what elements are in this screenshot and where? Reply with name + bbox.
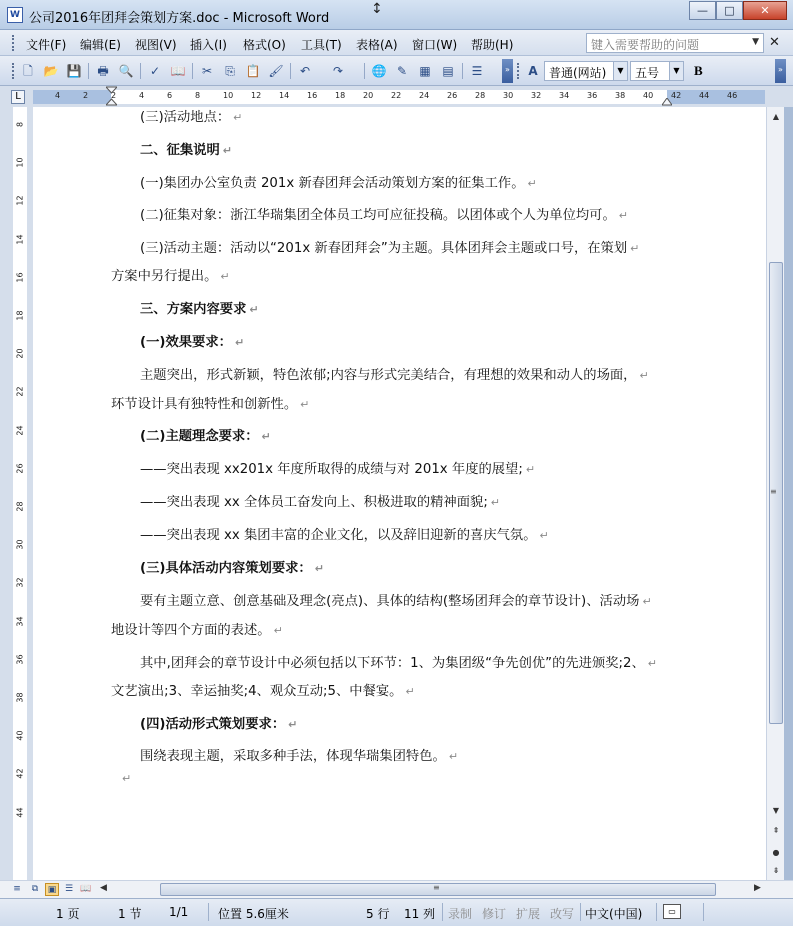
document-paragraph[interactable] <box>140 652 657 671</box>
indent-marker-icon[interactable] <box>106 86 117 107</box>
status-separator <box>703 903 704 921</box>
menu-table[interactable]: 表格(A) <box>356 38 398 52</box>
vertical-ruler-tick-label: 32 <box>15 577 25 588</box>
status-page: 1 页 <box>56 907 80 921</box>
document-paragraph[interactable] <box>140 491 500 510</box>
paragraph-text: 主题突出，形式新颖，特色浓郁;内容与形式完美结合，有理想的效果和动人的场面， <box>140 368 637 383</box>
chevron-down-icon[interactable]: ▼ <box>752 37 759 47</box>
toolbar-separator <box>462 63 463 79</box>
paragraph-text: (三)活动地点： <box>140 110 231 125</box>
document-paragraph[interactable] <box>111 265 230 284</box>
spelling-icon[interactable]: ✓ <box>149 64 161 78</box>
ruler-tick-label: 10 <box>223 91 234 100</box>
paragraph-mark-icon: ↵ <box>261 430 271 443</box>
menu-help[interactable]: 帮助(H) <box>471 38 514 52</box>
bold-button[interactable]: B <box>694 63 703 78</box>
ruler-tick-label: 28 <box>475 91 486 100</box>
document-paragraph[interactable] <box>111 619 283 638</box>
vertical-ruler-tick-label: 30 <box>15 539 25 550</box>
help-placeholder: 键入需要帮助的问题 <box>591 38 700 52</box>
paragraph-mark-icon: ↵ <box>288 718 298 731</box>
status-separator <box>656 903 657 921</box>
close-button[interactable]: ✕ <box>743 1 787 20</box>
ruler-tick-label: 44 <box>699 91 710 100</box>
toolbar-separator <box>192 63 193 79</box>
paragraph-mark-icon: ↵ <box>630 242 640 255</box>
ruler-tick-label: 20 <box>363 91 374 100</box>
vertical-ruler-tick-label: 28 <box>15 501 25 512</box>
undo-icon[interactable]: ↶ <box>299 64 311 78</box>
redo-icon[interactable]: ↷ <box>332 64 344 78</box>
ruler-tick-label: 32 <box>531 91 542 100</box>
status-bar <box>0 898 793 926</box>
paragraph-text: 三、方案内容要求 <box>140 302 247 317</box>
vertical-ruler-tick-label: 18 <box>15 310 25 321</box>
document-paragraph[interactable] <box>140 524 549 543</box>
document-paragraph[interactable] <box>140 590 652 609</box>
vertical-ruler-tick-label: 16 <box>15 272 25 283</box>
document-heading[interactable] <box>140 139 232 158</box>
ruler-tick-label: 8 <box>195 91 201 100</box>
paragraph-text: ——突出表现 xx201x 年度所取得的成绩与对 201x 年度的展望; <box>140 462 523 477</box>
ruler-tick-label: 26 <box>447 91 458 100</box>
paragraph-text: (三)活动主题：活动以“201x 新春团拜会”为主题。具体团拜会主题或口号，在策划 <box>140 241 628 256</box>
vertical-ruler-tick-label: 8 <box>15 121 25 128</box>
menu-edit[interactable]: 编辑(E) <box>80 38 121 52</box>
research-icon[interactable]: 📖 <box>170 64 186 78</box>
title-bar <box>0 0 793 30</box>
menu-grip-handle[interactable] <box>12 35 15 51</box>
paragraph-mark-icon: ↵ <box>122 772 132 785</box>
toolbar-grip-handle[interactable] <box>12 63 15 79</box>
window-controls <box>689 1 787 20</box>
paragraph-text: 二、征集说明 <box>140 143 220 158</box>
status-separator <box>580 903 581 921</box>
ruler-tick-label: 12 <box>251 91 262 100</box>
ruler-tick-label: 4 <box>55 91 61 100</box>
scroll-down-icon[interactable]: ▼ <box>772 806 780 815</box>
format-toolbar-options-chevron-icon[interactable]: » <box>775 59 786 83</box>
paragraph-text: 方案中另行提出。 <box>111 269 218 284</box>
insert-table-icon[interactable]: ▦ <box>419 64 431 78</box>
ruler-tick-label: 46 <box>727 91 738 100</box>
vertical-scrollbar[interactable] <box>766 107 784 880</box>
vertical-ruler-tick-label: 36 <box>15 654 25 665</box>
paragraph-mark-icon: ↵ <box>618 209 628 222</box>
status-separator <box>208 903 209 921</box>
vertical-ruler-tick-label: 14 <box>15 234 25 245</box>
status-extend[interactable]: 扩展 <box>516 907 541 921</box>
horizontal-scroll-bar <box>0 880 793 898</box>
scroll-right-icon[interactable]: ▶ <box>754 883 761 893</box>
save-icon[interactable]: 💾 <box>66 64 82 78</box>
maximize-button[interactable]: □ <box>716 1 743 20</box>
paragraph-text: (四)活动形式策划要求： <box>140 717 286 732</box>
vertical-ruler-tick-label: 24 <box>15 425 25 436</box>
tab-selector-button[interactable]: L <box>11 90 25 104</box>
document-paragraph[interactable] <box>119 771 131 786</box>
paragraph-mark-icon: ↵ <box>525 463 536 476</box>
status-language: 中文(中国) <box>585 907 643 921</box>
vertical-ruler-tick-label: 42 <box>15 768 25 779</box>
next-page-icon[interactable]: ⇟ <box>772 866 780 875</box>
status-page-of: 1/1 <box>169 905 189 919</box>
menu-insert[interactable]: 插入(I) <box>190 38 227 52</box>
insert-excel-icon[interactable]: ▤ <box>442 64 454 78</box>
toolbar-separator <box>364 63 365 79</box>
document-paragraph[interactable] <box>140 237 639 256</box>
paragraph-text: 其中,团拜会的章节设计中必须包括以下环节：1、为集团级“争先创优”的先进颁奖;2、 <box>140 656 645 671</box>
ruler-tick-label: 40 <box>643 91 654 100</box>
style-value: 普通(网站) <box>549 66 607 80</box>
vertical-ruler-strip <box>13 107 27 880</box>
ruler-tick-label: 2 <box>83 91 89 100</box>
cut-icon[interactable]: ✂ <box>201 64 213 78</box>
status-overtype[interactable]: 改写 <box>550 907 575 921</box>
columns-icon[interactable]: ☰ <box>471 64 483 78</box>
format-painter-icon[interactable]: 🖌 <box>268 64 284 78</box>
status-record[interactable]: 录制 <box>448 907 473 921</box>
menu-bar <box>0 30 793 56</box>
document-paragraph[interactable] <box>140 204 628 223</box>
vertical-ruler <box>0 107 33 880</box>
paragraph-mark-icon: ↵ <box>448 750 459 763</box>
toolbar-separator <box>290 63 291 79</box>
toolbar <box>0 56 793 86</box>
font-size-select[interactable] <box>630 61 684 81</box>
paragraph-mark-icon: ↵ <box>490 496 501 509</box>
paragraph-mark-icon: ↵ <box>647 657 658 670</box>
toolbar-options-chevron-icon[interactable]: » <box>502 59 513 83</box>
scroll-grip-icon: ≡ <box>770 487 777 496</box>
ruler-tick-label: 4 <box>139 91 145 100</box>
document-heading[interactable] <box>140 331 244 350</box>
previous-page-icon[interactable]: ⇞ <box>772 826 780 835</box>
vertical-ruler-tick-label: 26 <box>15 463 25 474</box>
paragraph-text: (一)集团办公室负责 201x 新春团拜会活动策划方案的征集工作。 <box>140 176 525 191</box>
word-app-icon[interactable]: W <box>7 7 23 23</box>
document-heading[interactable] <box>140 298 259 317</box>
document-heading[interactable] <box>140 557 324 576</box>
vertical-ruler-tick-label: 20 <box>15 348 25 359</box>
ruler-tick-label: 22 <box>391 91 402 100</box>
web-layout-view-icon[interactable]: ⧉ <box>31 884 39 894</box>
window-title: 公司2016年团拜会策划方案.doc - Microsoft Word <box>29 11 330 26</box>
status-position: 位置 5.6厘米 <box>218 907 289 921</box>
menu-tools[interactable]: 工具(T) <box>301 38 342 52</box>
vertical-ruler-tick-label: 40 <box>15 730 25 741</box>
paragraph-text: ——突出表现 xx 集团丰富的企业文化，以及辞旧迎新的喜庆气氛。 <box>140 528 537 543</box>
paragraph-mark-icon: ↵ <box>300 398 310 411</box>
ruler-tick-label: 18 <box>335 91 346 100</box>
scroll-up-icon[interactable]: ▲ <box>772 112 780 121</box>
paragraph-mark-icon: ↵ <box>233 111 243 124</box>
vertical-ruler-tick-label: 22 <box>15 386 25 397</box>
paragraph-mark-icon: ↵ <box>220 270 230 283</box>
new-icon[interactable]: 🗋 <box>23 64 33 78</box>
paragraph-mark-icon: ↵ <box>642 595 652 608</box>
document-paragraph[interactable] <box>111 680 415 699</box>
status-column: 11 列 <box>404 907 436 921</box>
document-heading[interactable] <box>140 713 297 732</box>
ruler-tick-label: 14 <box>279 91 290 100</box>
toolbar-separator <box>88 63 89 79</box>
status-revision[interactable]: 修订 <box>482 907 507 921</box>
ruler-tick-label: 16 <box>307 91 318 100</box>
styles-formatting-icon[interactable]: A <box>528 64 538 78</box>
paragraph-mark-icon: ↵ <box>405 685 415 698</box>
normal-view-icon[interactable]: ≡ <box>13 884 21 894</box>
ruler-tick-label: 38 <box>615 91 626 100</box>
paragraph-text: 围绕表现主题，采取多种手法，体现华瑞集团特色。 <box>140 749 446 764</box>
scroll-left-icon[interactable]: ◀ <box>100 883 107 893</box>
status-section: 1 节 <box>118 907 142 921</box>
paragraph-text: 要有主题立意、创意基础及理念(亮点)、具体的结构(整场团拜会的章节设计)、活动场 <box>140 594 640 609</box>
document-page[interactable] <box>33 107 766 880</box>
document-paragraph[interactable] <box>140 172 537 191</box>
ruler-tick-label: 34 <box>559 91 570 100</box>
paragraph-mark-icon: ↵ <box>273 624 283 637</box>
right-indent-marker-icon[interactable] <box>662 98 672 106</box>
menu-file[interactable]: 文件(F) <box>26 38 67 52</box>
select-browse-object-icon[interactable]: ● <box>772 848 780 857</box>
print-preview-icon[interactable]: 🔍 <box>118 64 134 78</box>
horizontal-scroll-grip-icon: ≡ <box>433 883 440 892</box>
menu-view[interactable]: 视图(V) <box>135 38 177 52</box>
paragraph-mark-icon: ↵ <box>314 562 324 575</box>
paragraph-mark-icon: ↵ <box>234 336 245 349</box>
paragraph-mark-icon: ↵ <box>539 529 549 542</box>
paragraph-text: ——突出表现 xx 全体员工奋发向上、积极进取的精神面貌; <box>140 495 488 510</box>
document-paragraph[interactable] <box>140 745 458 764</box>
style-select[interactable] <box>544 61 628 81</box>
horizontal-ruler <box>0 86 793 107</box>
hyperlink-icon[interactable]: 🌐 <box>371 64 387 78</box>
menu-format[interactable]: 格式(O) <box>243 38 286 52</box>
document-paragraph[interactable] <box>140 107 242 125</box>
paragraph-mark-icon: ↵ <box>222 144 232 157</box>
paste-icon[interactable]: 📋 <box>245 64 261 78</box>
ruler-tick-label: 36 <box>587 91 598 100</box>
vertical-ruler-tick-label: 38 <box>15 692 25 703</box>
document-paragraph[interactable] <box>140 458 535 477</box>
ruler-tick-label: 24 <box>419 91 430 100</box>
vertical-ruler-tick-label: 44 <box>15 807 25 818</box>
paragraph-text: (二)征集对象：浙江华瑞集团全体员工均可应征投稿。以团体或个人为单位均可。 <box>140 208 616 223</box>
spelling-status-icon[interactable]: ▭ <box>663 904 681 919</box>
document-paragraph[interactable] <box>140 364 649 383</box>
minimize-button[interactable]: — <box>689 1 716 20</box>
copy-icon[interactable]: ⎘ <box>225 64 235 78</box>
close-document-icon[interactable]: ✕ <box>769 35 780 50</box>
print-icon[interactable]: 🖶 <box>97 64 109 78</box>
paragraph-text: 环节设计具有独特性和创新性。 <box>111 397 298 412</box>
ruler-tick-label: 42 <box>671 91 682 100</box>
status-separator <box>442 903 443 921</box>
chevron-down-icon[interactable]: ▼ <box>613 62 627 80</box>
document-heading[interactable] <box>140 425 271 444</box>
paragraph-mark-icon: ↵ <box>249 303 259 316</box>
open-icon[interactable]: 📂 <box>43 64 59 78</box>
paragraph-text: (一)效果要求： <box>140 335 232 350</box>
menu-window[interactable]: 窗口(W) <box>412 38 458 52</box>
tables-borders-icon[interactable]: ✎ <box>396 64 408 78</box>
print-layout-view-icon[interactable]: ▣ <box>45 883 59 896</box>
vertical-ruler-tick-label: 34 <box>15 616 25 627</box>
ruler-tick-label: 2 <box>111 91 117 100</box>
vertical-ruler-tick-label: 10 <box>15 157 25 168</box>
ruler-tick-label: 6 <box>167 91 173 100</box>
paragraph-mark-icon: ↵ <box>527 177 537 190</box>
paragraph-mark-icon: ↵ <box>639 369 649 382</box>
vertical-ruler-tick-label: 12 <box>15 195 25 206</box>
paragraph-text: (三)具体活动内容策划要求： <box>140 561 312 576</box>
document-paragraph[interactable] <box>111 393 309 412</box>
resize-cursor-icon: ↕ <box>371 1 383 17</box>
help-search-input[interactable] <box>586 33 764 53</box>
outline-view-icon[interactable]: ☰ <box>64 884 74 894</box>
ruler-tick-label: 30 <box>503 91 514 100</box>
font-size-value: 五号 <box>635 66 660 80</box>
reading-layout-view-icon[interactable]: 📖 <box>80 884 92 894</box>
format-toolbar-grip-handle[interactable] <box>517 63 520 79</box>
chevron-down-icon[interactable]: ▼ <box>669 62 683 80</box>
status-line: 5 行 <box>366 907 390 921</box>
toolbar-separator <box>140 63 141 79</box>
paragraph-text: 文艺演出;3、幸运抽奖;4、观众互动;5、中餐宴。 <box>111 684 403 699</box>
paragraph-text: 地设计等四个方面的表述。 <box>111 623 271 638</box>
paragraph-text: (二)主题理念要求： <box>140 429 259 444</box>
